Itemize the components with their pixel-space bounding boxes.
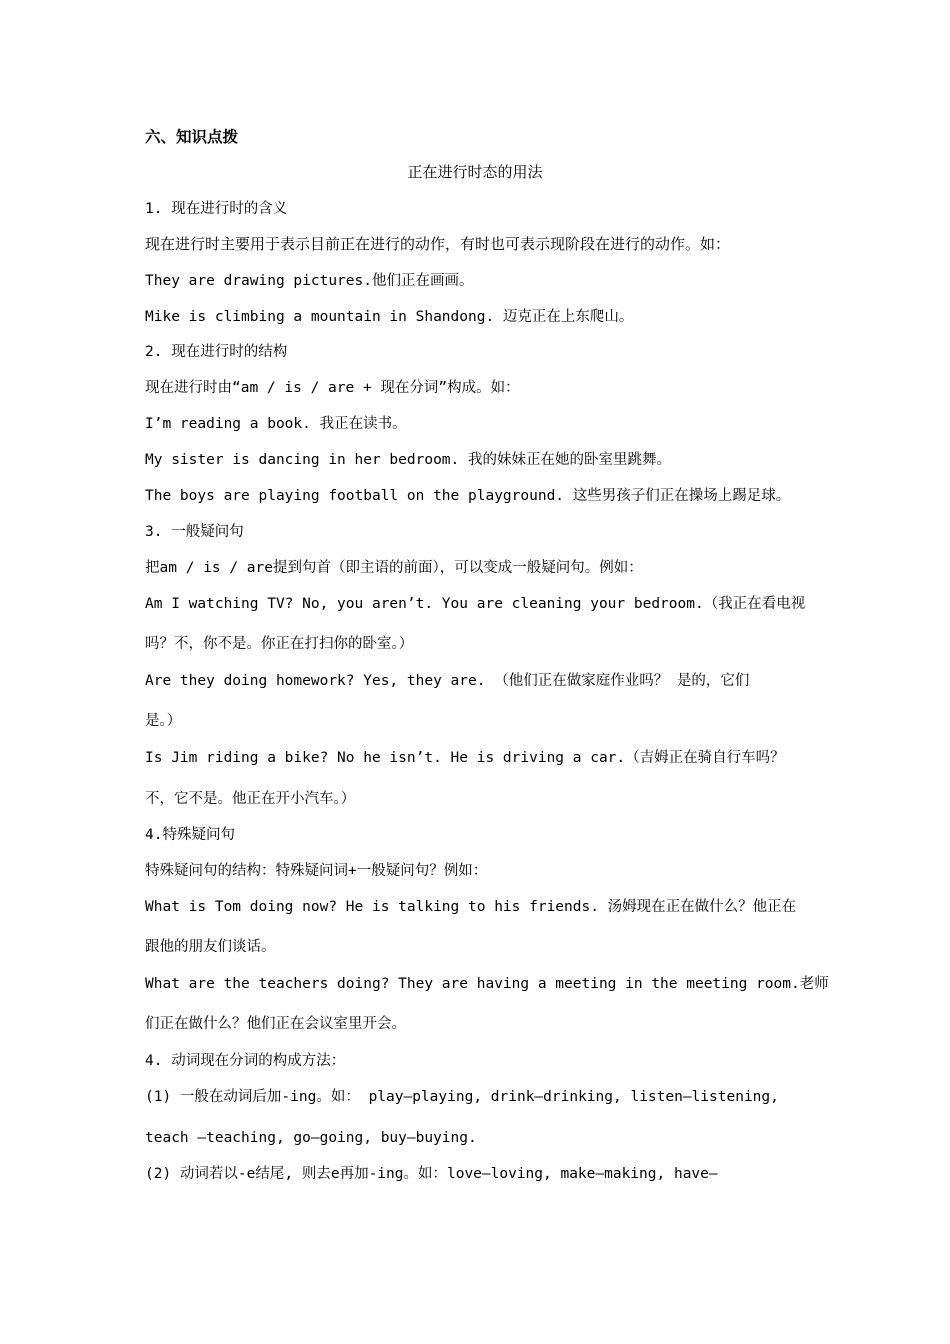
page-title: 正在进行时态的用法 — [407, 163, 543, 181]
example-line: 是。） — [145, 713, 182, 729]
subheading-structure: 2. 现在进行时的结构 — [145, 344, 288, 360]
subheading-wh-question: 4.特殊疑问句 — [145, 827, 235, 843]
paragraph-yes-no-question: 把am / is / are提到句首（即主语的前面），可以变成一般疑问句。例如： — [145, 560, 643, 576]
rule-line: (2) 动词若以-e结尾, 则去e再加-ing。如：love—loving, make—making, have— — [145, 1166, 718, 1182]
example-line: Is Jim riding a bike? No he isn’t. He is driving a car.（吉姆正在骑自行车吗？ — [145, 750, 785, 766]
example-line: 吗？不，你不是。你正在打扫你的卧室。） — [145, 636, 414, 652]
section-heading: 六、知识点拨 — [145, 127, 239, 146]
example-line: 跟他的朋友们谈话。 — [145, 939, 276, 955]
example-line: My sister is dancing in her bedroom. 我的妹妹正在她的卧室里跳舞。 — [145, 452, 671, 468]
example-line: The boys are playing football on the playground. 这些男孩子们正在操场上踢足球。 — [145, 488, 791, 504]
subheading-participle: 4. 动词现在分词的构成方法： — [145, 1053, 346, 1069]
rule-line: teach —teaching, go—going, buy—buying. — [145, 1130, 477, 1146]
paragraph-structure: 现在进行时由“am / is / are + 现在分词”构成。如： — [145, 380, 520, 396]
example-line: 不，它不是。他正在开小汽车。） — [145, 791, 356, 807]
paragraph-wh-question: 特殊疑问句的结构：特殊疑问词+一般疑问句？例如： — [145, 863, 488, 879]
example-line: They are drawing pictures.他们正在画画。 — [145, 273, 474, 289]
subheading-meaning: 1. 现在进行时的含义 — [145, 201, 288, 217]
example-line: Are they doing homework? Yes, they are. （他们正在做家庭作业吗？ 是的，它们 — [145, 673, 750, 689]
example-line: What are the teachers doing? They are having a meeting in the meeting room.老师 — [145, 976, 829, 992]
example-line: I’m reading a book. 我正在读书。 — [145, 416, 407, 432]
example-line: Mike is climbing a mountain in Shandong. 迈克正在上东爬山。 — [145, 309, 634, 325]
example-line: 们正在做什么？他们正在会议室里开会。 — [145, 1016, 406, 1032]
rule-line: (1) 一般在动词后加-ing。如： play—playing, drink—drinking, listen—listening, — [145, 1089, 779, 1105]
paragraph-meaning: 现在进行时主要用于表示目前正在进行的动作，有时也可表示现阶段在进行的动作。如： — [145, 235, 731, 253]
example-line: Am I watching TV? No, you aren’t. You are cleaning your bedroom.（我正在看电视 — [145, 596, 806, 612]
subheading-yes-no-question: 3. 一般疑问句 — [145, 524, 244, 540]
example-line: What is Tom doing now? He is talking to his friends. 汤姆现在正在做什么？他正在 — [145, 899, 797, 915]
